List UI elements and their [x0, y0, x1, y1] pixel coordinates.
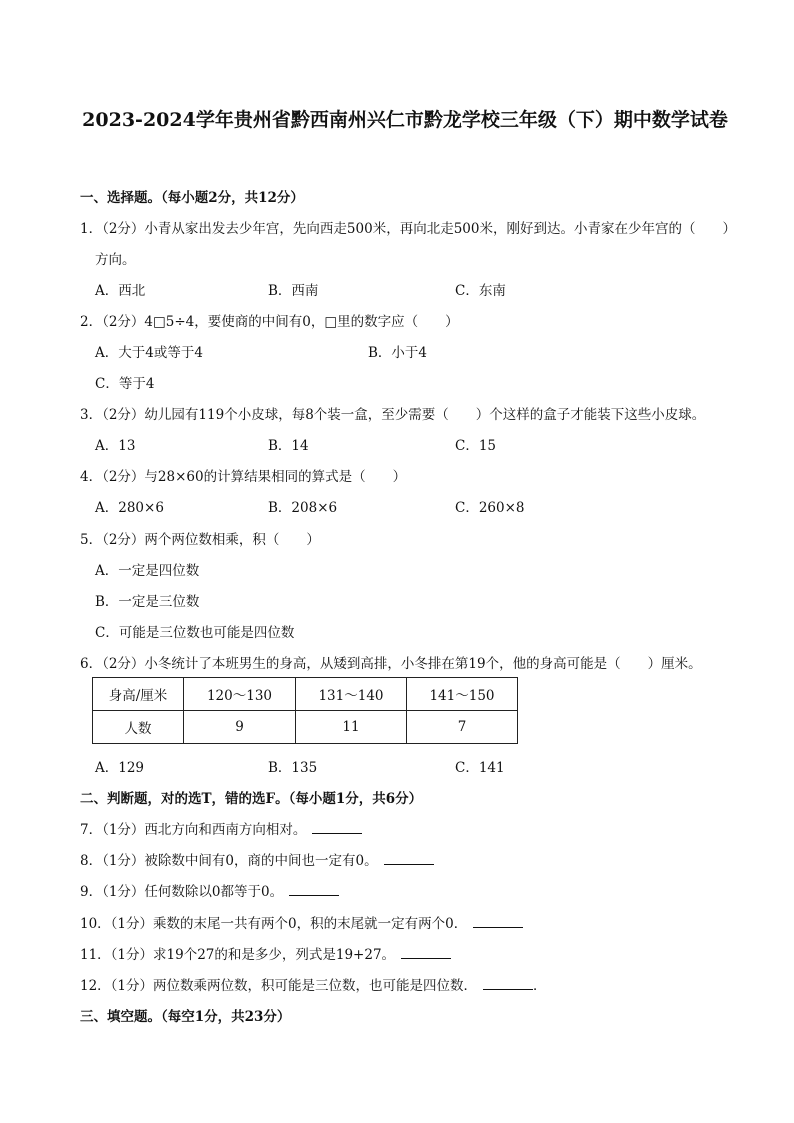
question-3-option-b: B．14 [268, 438, 309, 454]
question-7 [80, 818, 362, 838]
question-6-option-a: A．129 [95, 760, 145, 776]
question-12-text: 12．（1分）两位数乘两位数，积可能是三位数，也可能是四位数． [80, 978, 478, 994]
question-2-option-c: C．等于4 [95, 376, 155, 392]
question-12 [80, 974, 547, 994]
table-header-cell: 141～150 [407, 678, 518, 711]
page-title: 2023-2024学年贵州省黔西南州兴仁市黔龙学校三年级（下）期中数学试卷 [82, 109, 728, 131]
question-2: 2．（2分）4□5÷4，要使商的中间有0，□里的数字应（ ） [80, 314, 459, 330]
answer-blank[interactable] [401, 944, 451, 959]
height-table [92, 677, 518, 744]
answer-blank[interactable] [312, 819, 362, 834]
question-1-option-b: B．西南 [268, 283, 319, 299]
question-4: 4．（2分）与28×60的计算结果相同的算式是（ ） [80, 469, 407, 485]
answer-blank[interactable] [483, 975, 533, 990]
question-1-continuation: 方向。 [95, 252, 136, 268]
question-9-text: 9．（1分）任何数除以0都等于0。 [80, 884, 284, 900]
table-row [93, 711, 518, 744]
question-5-option-b: B．一定是三位数 [95, 594, 200, 610]
question-6-option-c: C．141 [455, 760, 505, 776]
question-11-text: 11．（1分）求19个27的和是多少，列式是19+27。 [80, 947, 396, 963]
question-6-option-b: B．135 [268, 760, 318, 776]
question-4-option-b: B．208×6 [268, 500, 338, 516]
table-header-cell: 120～130 [184, 678, 296, 711]
question-3: 3．（2分）幼儿园有119个小皮球，每8个装一盒，至少需要（ ）个这样的盒子才能装下这些小皮球。 [80, 407, 706, 423]
table-cell: 11 [296, 711, 407, 744]
answer-blank[interactable] [473, 913, 523, 928]
question-3-option-c: C．15 [455, 438, 497, 454]
table-header-row [93, 678, 518, 711]
question-4-option-c: C．260×8 [455, 500, 525, 516]
question-10-text: 10．（1分）乘数的末尾一共有两个0，积的末尾就一定有两个0． [80, 916, 468, 932]
question-5-option-a: A．一定是四位数 [95, 563, 200, 579]
question-10 [80, 912, 523, 932]
question-1-option-c: C．东南 [455, 283, 506, 299]
section-choice-heading: 一、选择题。（每小题2分，共12分） [80, 190, 304, 206]
table-header-cell: 身高/厘米 [93, 678, 184, 711]
question-9 [80, 880, 339, 900]
question-11 [80, 943, 451, 963]
table-header-cell: 131～140 [296, 678, 407, 711]
question-5-option-c: C．可能是三位数也可能是四位数 [95, 625, 295, 641]
section-fill-heading: 三、填空题。（每空1分，共23分） [80, 1009, 291, 1025]
question-1: 1．（2分）小青从家出发去少年宫，先向西走500米，再向北走500米，刚好到达。小青家在少年宫的（ ） [80, 221, 736, 237]
table-cell: 人数 [93, 711, 184, 744]
question-8-text: 8．（1分）被除数中间有0，商的中间也一定有0。 [80, 853, 378, 869]
answer-blank[interactable] [289, 881, 339, 896]
question-5: 5．（2分）两个两位数相乘，积（ ） [80, 532, 320, 548]
answer-blank[interactable] [384, 850, 434, 865]
question-7-text: 7．（1分）西北方向和西南方向相对。 [80, 822, 307, 838]
section-judgment-heading: 二、判断题，对的选T，错的选F。（每小题1分，共6分） [80, 791, 423, 807]
question-2-option-a: A．大于4或等于4 [95, 345, 203, 361]
question-4-option-a: A．280×6 [95, 500, 164, 516]
question-6: 6．（2分）小冬统计了本班男生的身高，从矮到高排，小冬排在第19个，他的身高可能是（ ）厘米。 [80, 656, 702, 672]
question-3-option-a: A．13 [95, 438, 136, 454]
question-12-end-mark: ． [533, 978, 547, 994]
table-cell: 9 [184, 711, 296, 744]
question-8 [80, 849, 434, 869]
question-2-option-b: B．小于4 [368, 345, 428, 361]
table-cell: 7 [407, 711, 518, 744]
question-1-option-a: A．西北 [95, 283, 146, 299]
